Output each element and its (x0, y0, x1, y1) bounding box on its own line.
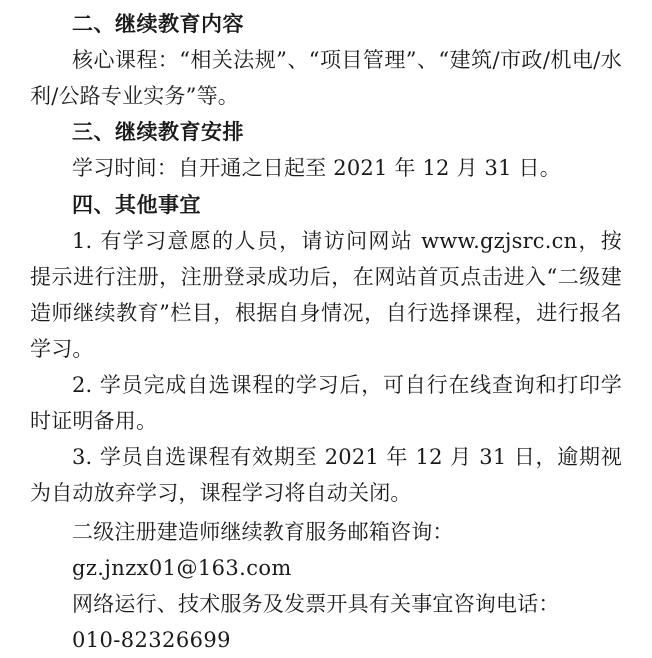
paragraph-section-3-1: 学习时间：自开通之日起至 2021 年 12 月 31 日。 (72, 156, 561, 181)
phone-inquiry-value: 010-82326699 (72, 627, 231, 652)
paragraph-section-4-2: 2. 学员完成自选课程的学习后，可自行在线查询和打印学时证明备用。 (30, 373, 622, 434)
paragraph-section-4-1: 1. 有学习意愿的人员，请访问网站 www.gzjsrc.cn，按提示进行注册，注册登录成功后，在网站首页点击进入“二级建造师继续教育”栏目，根据自身情况，自行选择课程，进行报名学习。 (30, 228, 622, 361)
heading-section-4: 四、其他事宜 (72, 191, 201, 217)
paragraph-section-2-1: 核心课程：“相关法规”、“项目管理”、“建筑/市政/机电/水利/公路专业实务”等。 (30, 48, 622, 109)
email-inquiry-label: 二级注册建造师继续教育服务邮箱咨询： (72, 519, 454, 544)
email-inquiry-value: gz.jnzx01@163.com (72, 555, 292, 580)
heading-section-3: 三、继续教育安排 (72, 119, 244, 145)
phone-inquiry-label: 网络运行、技术服务及发票开具有关事宜咨询电话： (72, 591, 560, 616)
paragraph-section-4-3: 3. 学员自选课程有效期至 2021 年 12 月 31 日，逾期视为自动放弃学习，课程学习将自动关闭。 (30, 445, 622, 506)
heading-section-2: 二、继续教育内容 (72, 11, 244, 36)
